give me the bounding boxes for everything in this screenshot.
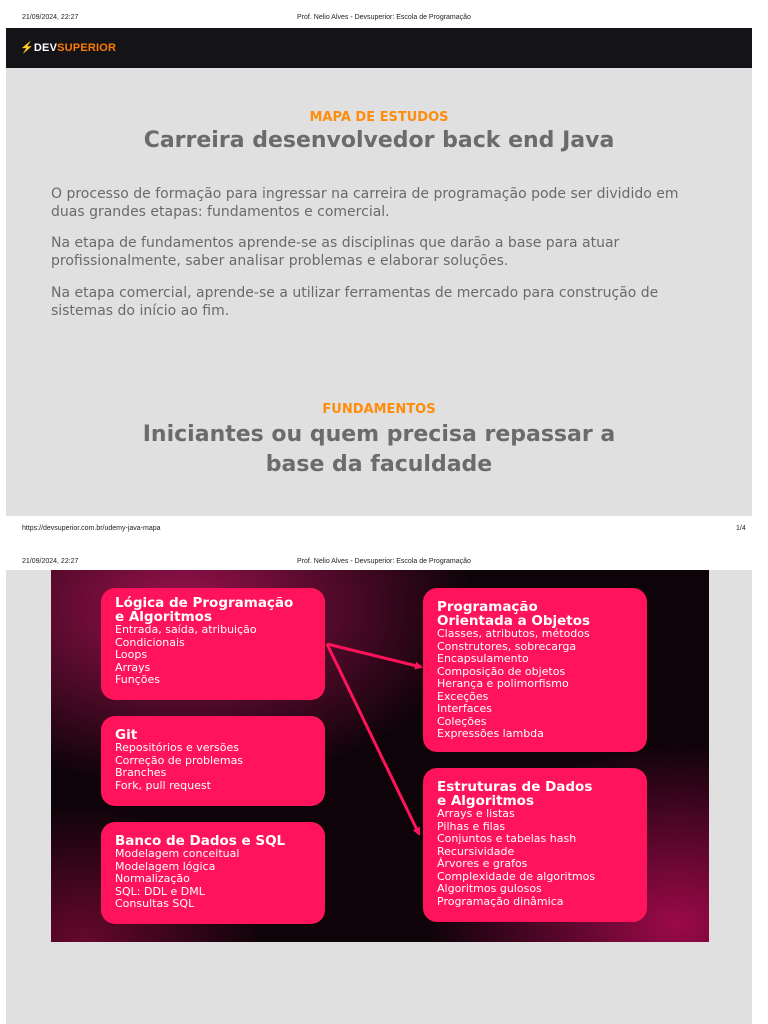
study-map-banner xyxy=(51,570,709,942)
intro-paragraph-1: O processo de formação para ingressar na carreira de programação pode ser dividido em duas grandes etapas: fundamentos e comercial. xyxy=(51,186,679,220)
top-bar xyxy=(6,28,752,68)
list-item: Condicionais xyxy=(115,635,185,649)
card-poo-title-1: Programação xyxy=(437,599,538,615)
list-item: Coleções xyxy=(437,714,487,728)
fundamentos-kicker: FUNDAMENTOS xyxy=(322,402,436,417)
card-banco-title: Banco de Dados e SQL xyxy=(115,833,286,849)
page-title: Carreira desenvolvedor back end Java xyxy=(143,128,615,153)
list-item: Herança e polimorfismo xyxy=(437,677,569,690)
list-item: Exceções xyxy=(437,689,489,703)
list-item: Loops xyxy=(115,648,148,661)
card-poo xyxy=(423,588,647,752)
list-item: Fork, pull request xyxy=(115,778,211,792)
card-logica-title-1: Lógica de Programação xyxy=(115,595,294,611)
list-item: Correção de problemas xyxy=(115,753,244,767)
card-logica xyxy=(101,588,325,700)
card-banco xyxy=(101,822,325,924)
fundamentos-title-line-1: Iniciantes ou quem precisa repassar a xyxy=(142,422,616,447)
print-url[interactable]: https://devsuperior.com.br/udemy-java-mapa xyxy=(22,525,161,532)
print-title-2: Prof. Nelio Alves - Devsuperior: Escola de Programação xyxy=(297,558,471,565)
print-datetime: 21/09/2024, 22:27 xyxy=(22,14,79,21)
logo-dev: DEV xyxy=(33,42,58,54)
list-item: Algoritmos gulosos xyxy=(437,882,542,895)
list-item: Expressões lambda xyxy=(437,727,544,740)
intro-paragraph-2: Na etapa de fundamentos aprende-se as disciplinas que darão a base para atuar profissionalmente, saber analisar problemas e elaborar soluções. xyxy=(51,235,620,269)
list-item: Programação dinâmica xyxy=(437,894,564,908)
card-estruturas-title-2: e Algoritmos xyxy=(437,793,534,809)
list-item: Encapsulamento xyxy=(437,652,529,665)
print-page-number: 1/4 xyxy=(736,525,746,532)
list-item: Interfaces xyxy=(437,702,492,715)
list-item: SQL: DDL e DML xyxy=(115,884,205,898)
study-map-slide xyxy=(6,570,752,1024)
devsuperior-logo[interactable] xyxy=(20,41,116,54)
list-item: Conjuntos e tabelas hash xyxy=(437,832,577,845)
list-item: Pilhas e filas xyxy=(437,819,506,833)
arrow-to-estruturas xyxy=(327,644,419,834)
card-git-title: Git xyxy=(115,727,138,743)
list-item: Funções xyxy=(115,673,160,686)
list-item: Entrada, saída, atribuição xyxy=(115,623,257,636)
print-datetime-2: 21/09/2024, 22:27 xyxy=(22,558,79,565)
list-item: Modelagem conceitual xyxy=(115,847,240,860)
fundamentos-title-line-2: base da faculdade xyxy=(265,452,493,477)
list-item: Composição de objetos xyxy=(437,664,566,678)
list-item: Normalização xyxy=(115,872,190,885)
list-item: Construtores, sobrecarga xyxy=(437,639,577,653)
list-item: Arrays e listas xyxy=(437,807,515,820)
card-estruturas xyxy=(423,768,647,922)
card-estruturas-title-1: Estruturas de Dados xyxy=(437,779,593,795)
list-item: Branches xyxy=(115,766,167,779)
fundamentos-title xyxy=(6,420,752,480)
intro-kicker: MAPA DE ESTUDOS xyxy=(309,110,449,125)
list-item: Arrays xyxy=(115,660,151,674)
intro-slide xyxy=(6,28,752,516)
list-item: Recursividade xyxy=(437,844,515,858)
intro-paragraph-3: Na etapa comercial, aprende-se a utilizar ferramentas de mercado para construção de sistemas do início ao fim. xyxy=(51,285,659,319)
bolt-icon: ⚡ xyxy=(20,42,34,54)
list-item: Consultas SQL xyxy=(115,897,195,910)
list-item: Modelagem lógica xyxy=(115,859,216,873)
list-item: Classes, atributos, métodos xyxy=(437,627,590,640)
arrow-to-poo xyxy=(327,644,421,667)
logo-superior: SUPERIOR xyxy=(57,42,117,54)
card-git xyxy=(101,716,325,806)
list-item: Árvores e grafos xyxy=(437,857,528,870)
print-title: Prof. Nelio Alves - Devsuperior: Escola de Programação xyxy=(297,14,471,21)
card-logica-title-2: e Algoritmos xyxy=(115,609,212,625)
list-item: Repositórios e versões xyxy=(115,741,240,754)
card-poo-title-2: Orientada a Objetos xyxy=(437,613,591,629)
list-item: Complexidade de algoritmos xyxy=(437,869,596,883)
